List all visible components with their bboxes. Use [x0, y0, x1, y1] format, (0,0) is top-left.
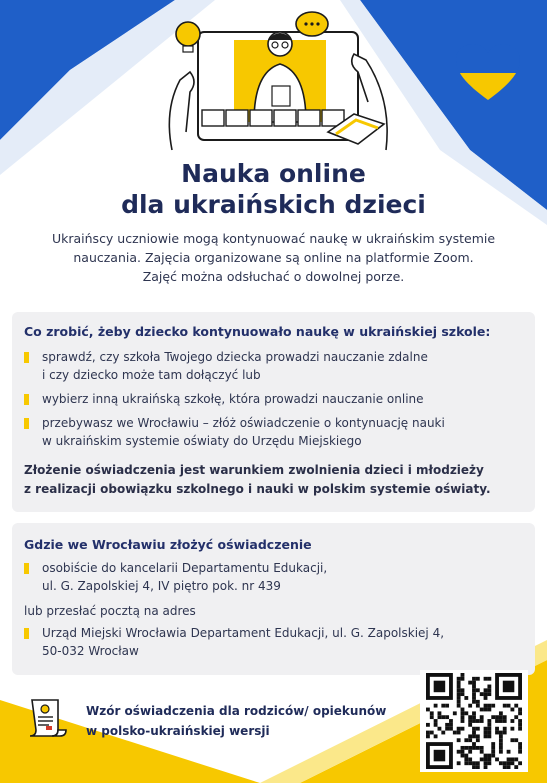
qr-module	[457, 761, 461, 765]
qr-module	[461, 727, 465, 731]
qr-module	[518, 750, 522, 754]
qr-module	[457, 677, 461, 681]
mail-address-list	[24, 624, 444, 660]
qr-module	[464, 711, 468, 715]
qr-module	[491, 750, 495, 754]
qr-module	[491, 746, 495, 750]
list-item-line: Urząd Miejski Wrocławia Departament Edukacji, ul. G. Zapolskiej 4,	[42, 626, 445, 640]
qr-module	[472, 711, 476, 715]
qr-module	[507, 750, 511, 754]
list-item-line: i czy dziecko może tam dołączyć lub	[42, 368, 261, 382]
qr-module	[461, 711, 465, 715]
qr-module	[461, 708, 465, 712]
qr-module	[476, 677, 480, 681]
qr-module	[518, 719, 522, 723]
qr-module	[510, 761, 514, 765]
qr-module	[510, 727, 514, 731]
qr-module	[487, 692, 491, 696]
qr-module	[487, 723, 491, 727]
qr-module	[514, 765, 518, 769]
note-line: Złożenie oświadczenia jest warunkiem zwolnienia dzieci i młodzieży	[24, 463, 484, 477]
qr-module	[472, 715, 476, 719]
qr-module	[472, 742, 476, 746]
qr-module	[495, 757, 499, 761]
qr-module	[426, 723, 430, 727]
qr-module	[457, 696, 461, 700]
qr-module	[510, 719, 514, 723]
qr-module	[507, 765, 511, 769]
qr-module	[495, 731, 499, 735]
qr-module	[441, 731, 445, 735]
steps-panel	[12, 312, 535, 512]
qr-module	[503, 765, 507, 769]
list-item-line: 50-032 Wrocław	[42, 644, 139, 658]
qr-module	[468, 734, 472, 738]
qr-module	[438, 715, 442, 719]
qr-module	[510, 738, 514, 742]
qr-module	[441, 704, 445, 708]
qr-finder-core	[434, 681, 446, 693]
note-line: z realizacji obowiązku szkolnego i nauki w polskim systemie oświaty.	[24, 482, 491, 496]
qr-module	[484, 704, 488, 708]
qr-module	[480, 692, 484, 696]
yellow-bullet-icon	[24, 628, 29, 639]
qr-module	[484, 696, 488, 700]
qr-module	[487, 754, 491, 758]
qr-module	[464, 757, 468, 761]
qr-module	[487, 757, 491, 761]
qr-module	[514, 738, 518, 742]
qr-module	[457, 731, 461, 735]
footer-line: w polsko-ukraińskiej wersji	[86, 724, 270, 738]
document-scroll-icon	[26, 696, 70, 740]
qr-module	[457, 700, 461, 704]
qr-module	[461, 746, 465, 750]
qr-module	[457, 685, 461, 689]
qr-module	[503, 727, 507, 731]
qr-module	[472, 688, 476, 692]
qr-module	[487, 704, 491, 708]
qr-module	[480, 715, 484, 719]
qr-module	[487, 708, 491, 712]
qr-module	[472, 700, 476, 704]
qr-module	[499, 715, 503, 719]
qr-module	[464, 761, 468, 765]
qr-module	[457, 727, 461, 731]
qr-module	[507, 761, 511, 765]
intro-line: Ukraińscy uczniowie mogą kontynuować naukę w ukraińskim systemie	[51, 231, 496, 246]
qr-module	[476, 688, 480, 692]
page-title	[0, 158, 547, 220]
list-item-line: osobiście do kancelarii Departamentu Edukacji,	[42, 561, 328, 575]
qr-module	[487, 761, 491, 765]
qr-module	[468, 723, 472, 727]
yellow-bullet-icon	[24, 418, 29, 429]
list-item	[24, 414, 445, 450]
qr-module	[476, 719, 480, 723]
qr-module	[438, 711, 442, 715]
qr-module	[503, 719, 507, 723]
qr-module	[457, 704, 461, 708]
qr-module	[484, 731, 488, 735]
qr-module	[434, 719, 438, 723]
qr-module	[476, 765, 480, 769]
qr-module	[495, 715, 499, 719]
qr-module	[472, 685, 476, 689]
qr-module	[476, 761, 480, 765]
qr-module	[514, 704, 518, 708]
title-line-1: Nauka online	[181, 159, 366, 188]
qr-module	[518, 708, 522, 712]
qr-module	[434, 734, 438, 738]
qr-module	[476, 704, 480, 708]
qr-module	[484, 688, 488, 692]
qr-module	[507, 757, 511, 761]
qr-module	[499, 738, 503, 742]
qr-module	[499, 719, 503, 723]
qr-module	[438, 727, 442, 731]
qr-module	[518, 723, 522, 727]
qr-finder-core	[503, 681, 515, 693]
qr-module	[468, 738, 472, 742]
yellow-bullet-icon	[24, 352, 29, 363]
qr-module	[457, 692, 461, 696]
qr-module	[464, 754, 468, 758]
qr-module	[503, 731, 507, 735]
yellow-bullet-icon	[24, 563, 29, 574]
qr-module	[487, 719, 491, 723]
qr-module	[430, 715, 434, 719]
steps-list	[24, 348, 445, 450]
qr-module	[476, 700, 480, 704]
qr-module	[449, 719, 453, 723]
list-item-line: przebywasz we Wrocławiu – złóż oświadczenie o kontynuację nauki	[42, 416, 445, 430]
qr-module	[503, 704, 507, 708]
qr-module	[499, 731, 503, 735]
qr-module	[499, 711, 503, 715]
qr-module	[472, 734, 476, 738]
qr-module	[518, 742, 522, 746]
qr-module	[495, 727, 499, 731]
qr-module	[510, 757, 514, 761]
qr-module	[461, 715, 465, 719]
qr-module	[461, 692, 465, 696]
qr-module	[445, 723, 449, 727]
list-item	[24, 390, 445, 408]
qr-module	[499, 746, 503, 750]
qr-module	[449, 723, 453, 727]
yellow-bullet-icon	[24, 394, 29, 405]
qr-module	[453, 711, 457, 715]
qr-module	[461, 677, 465, 681]
qr-module	[461, 754, 465, 758]
qr-module	[484, 765, 488, 769]
qr-module	[472, 677, 476, 681]
qr-module	[472, 696, 476, 700]
qr-module	[468, 750, 472, 754]
qr-module	[457, 750, 461, 754]
qr-code[interactable]	[420, 670, 528, 772]
qr-module	[430, 711, 434, 715]
online-teacher-illustration	[150, 10, 400, 160]
qr-module	[484, 754, 488, 758]
qr-module	[480, 746, 484, 750]
where-to-submit-panel	[12, 523, 535, 675]
intro-line: Zajęć można odsłuchać o dowolnej porze.	[142, 269, 405, 284]
qr-module	[434, 704, 438, 708]
qr-module	[434, 723, 438, 727]
qr-module	[503, 761, 507, 765]
list-item	[24, 624, 444, 660]
qr-module	[476, 734, 480, 738]
steps-heading: Co zrobić, żeby dziecko kontynuowało naukę w ukraińskiej szkole:	[24, 324, 491, 339]
qr-module	[510, 708, 514, 712]
qr-module	[461, 719, 465, 723]
qr-module	[484, 761, 488, 765]
qr-module	[472, 746, 476, 750]
qr-module	[453, 731, 457, 735]
qr-module	[472, 692, 476, 696]
qr-module	[491, 742, 495, 746]
qr-module	[468, 757, 472, 761]
qr-module	[468, 704, 472, 708]
mail-alternative-text: lub przesłać pocztą na adres	[24, 604, 196, 618]
qr-module	[480, 757, 484, 761]
qr-module	[445, 715, 449, 719]
qr-module	[518, 746, 522, 750]
qr-module	[514, 715, 518, 719]
qr-module	[487, 688, 491, 692]
qr-module	[507, 704, 511, 708]
qr-module	[472, 727, 476, 731]
qr-module	[457, 688, 461, 692]
qr-module	[484, 734, 488, 738]
qr-module	[468, 761, 472, 765]
qr-module	[468, 681, 472, 685]
list-item-line: ul. G. Zapolskiej 4, IV piętro pok. nr 439	[42, 579, 281, 593]
qr-module	[472, 681, 476, 685]
intro-text	[20, 229, 527, 286]
qr-module	[514, 757, 518, 761]
list-item-line: sprawdź, czy szkoła Twojego dziecka prowadzi nauczanie zdalne	[42, 350, 428, 364]
qr-module	[445, 727, 449, 731]
qr-module	[472, 765, 476, 769]
qr-module	[449, 727, 453, 731]
qr-module	[472, 719, 476, 723]
footer-line: Wzór oświadczenia dla rodziców/ opiekunów	[86, 704, 387, 718]
qr-module	[441, 715, 445, 719]
qr-module	[426, 708, 430, 712]
qr-module	[499, 742, 503, 746]
qr-module	[430, 731, 434, 735]
qr-module	[487, 685, 491, 689]
qr-module	[491, 754, 495, 758]
qr-module	[457, 738, 461, 742]
list-item-line: w ukraińskim systemie oświaty do Urzędu Miejskiego	[42, 434, 362, 448]
qr-module	[457, 681, 461, 685]
qr-module	[468, 719, 472, 723]
qr-module	[426, 734, 430, 738]
qr-module	[487, 727, 491, 731]
list-item	[24, 348, 445, 384]
where-heading: Gdzie we Wrocławiu złożyć oświadczenie	[24, 537, 312, 552]
qr-module	[499, 750, 503, 754]
qr-module	[491, 704, 495, 708]
qr-module	[484, 727, 488, 731]
qr-module	[476, 738, 480, 742]
qr-module	[484, 692, 488, 696]
qr-module	[476, 746, 480, 750]
qr-module	[484, 708, 488, 712]
qr-module	[461, 673, 465, 677]
qr-module	[487, 677, 491, 681]
qr-module	[518, 727, 522, 731]
qr-module	[461, 750, 465, 754]
intro-line: nauczania. Zajęcia organizowane są online na platformie Zoom.	[73, 250, 474, 265]
qr-module	[487, 734, 491, 738]
qr-module	[484, 677, 488, 681]
qr-module	[503, 715, 507, 719]
qr-module	[464, 738, 468, 742]
in-person-list	[24, 559, 327, 595]
qr-module	[468, 746, 472, 750]
qr-module	[472, 761, 476, 765]
qr-module	[491, 715, 495, 719]
qr-module	[445, 704, 449, 708]
qr-module	[472, 731, 476, 735]
qr-module	[464, 746, 468, 750]
declaration-template-text	[86, 701, 386, 741]
qr-finder-core	[434, 750, 446, 762]
requirement-note	[24, 461, 491, 499]
title-line-2: dla ukraińskich dzieci	[121, 190, 426, 219]
qr-module	[476, 727, 480, 731]
qr-module	[484, 757, 488, 761]
qr-module	[480, 708, 484, 712]
qr-module	[464, 696, 468, 700]
qr-module	[426, 731, 430, 735]
qr-module	[487, 731, 491, 735]
qr-module	[468, 715, 472, 719]
list-item-line: wybierz inną ukraińską szkołę, która prowadzi nauczanie online	[42, 392, 424, 406]
qr-module	[480, 719, 484, 723]
ukraine-heart-icon	[456, 44, 520, 102]
qr-module	[495, 719, 499, 723]
qr-module	[518, 711, 522, 715]
list-item	[24, 559, 327, 595]
qr-module	[499, 761, 503, 765]
qr-module	[518, 761, 522, 765]
qr-module	[480, 750, 484, 754]
qr-module	[499, 734, 503, 738]
qr-module	[461, 688, 465, 692]
